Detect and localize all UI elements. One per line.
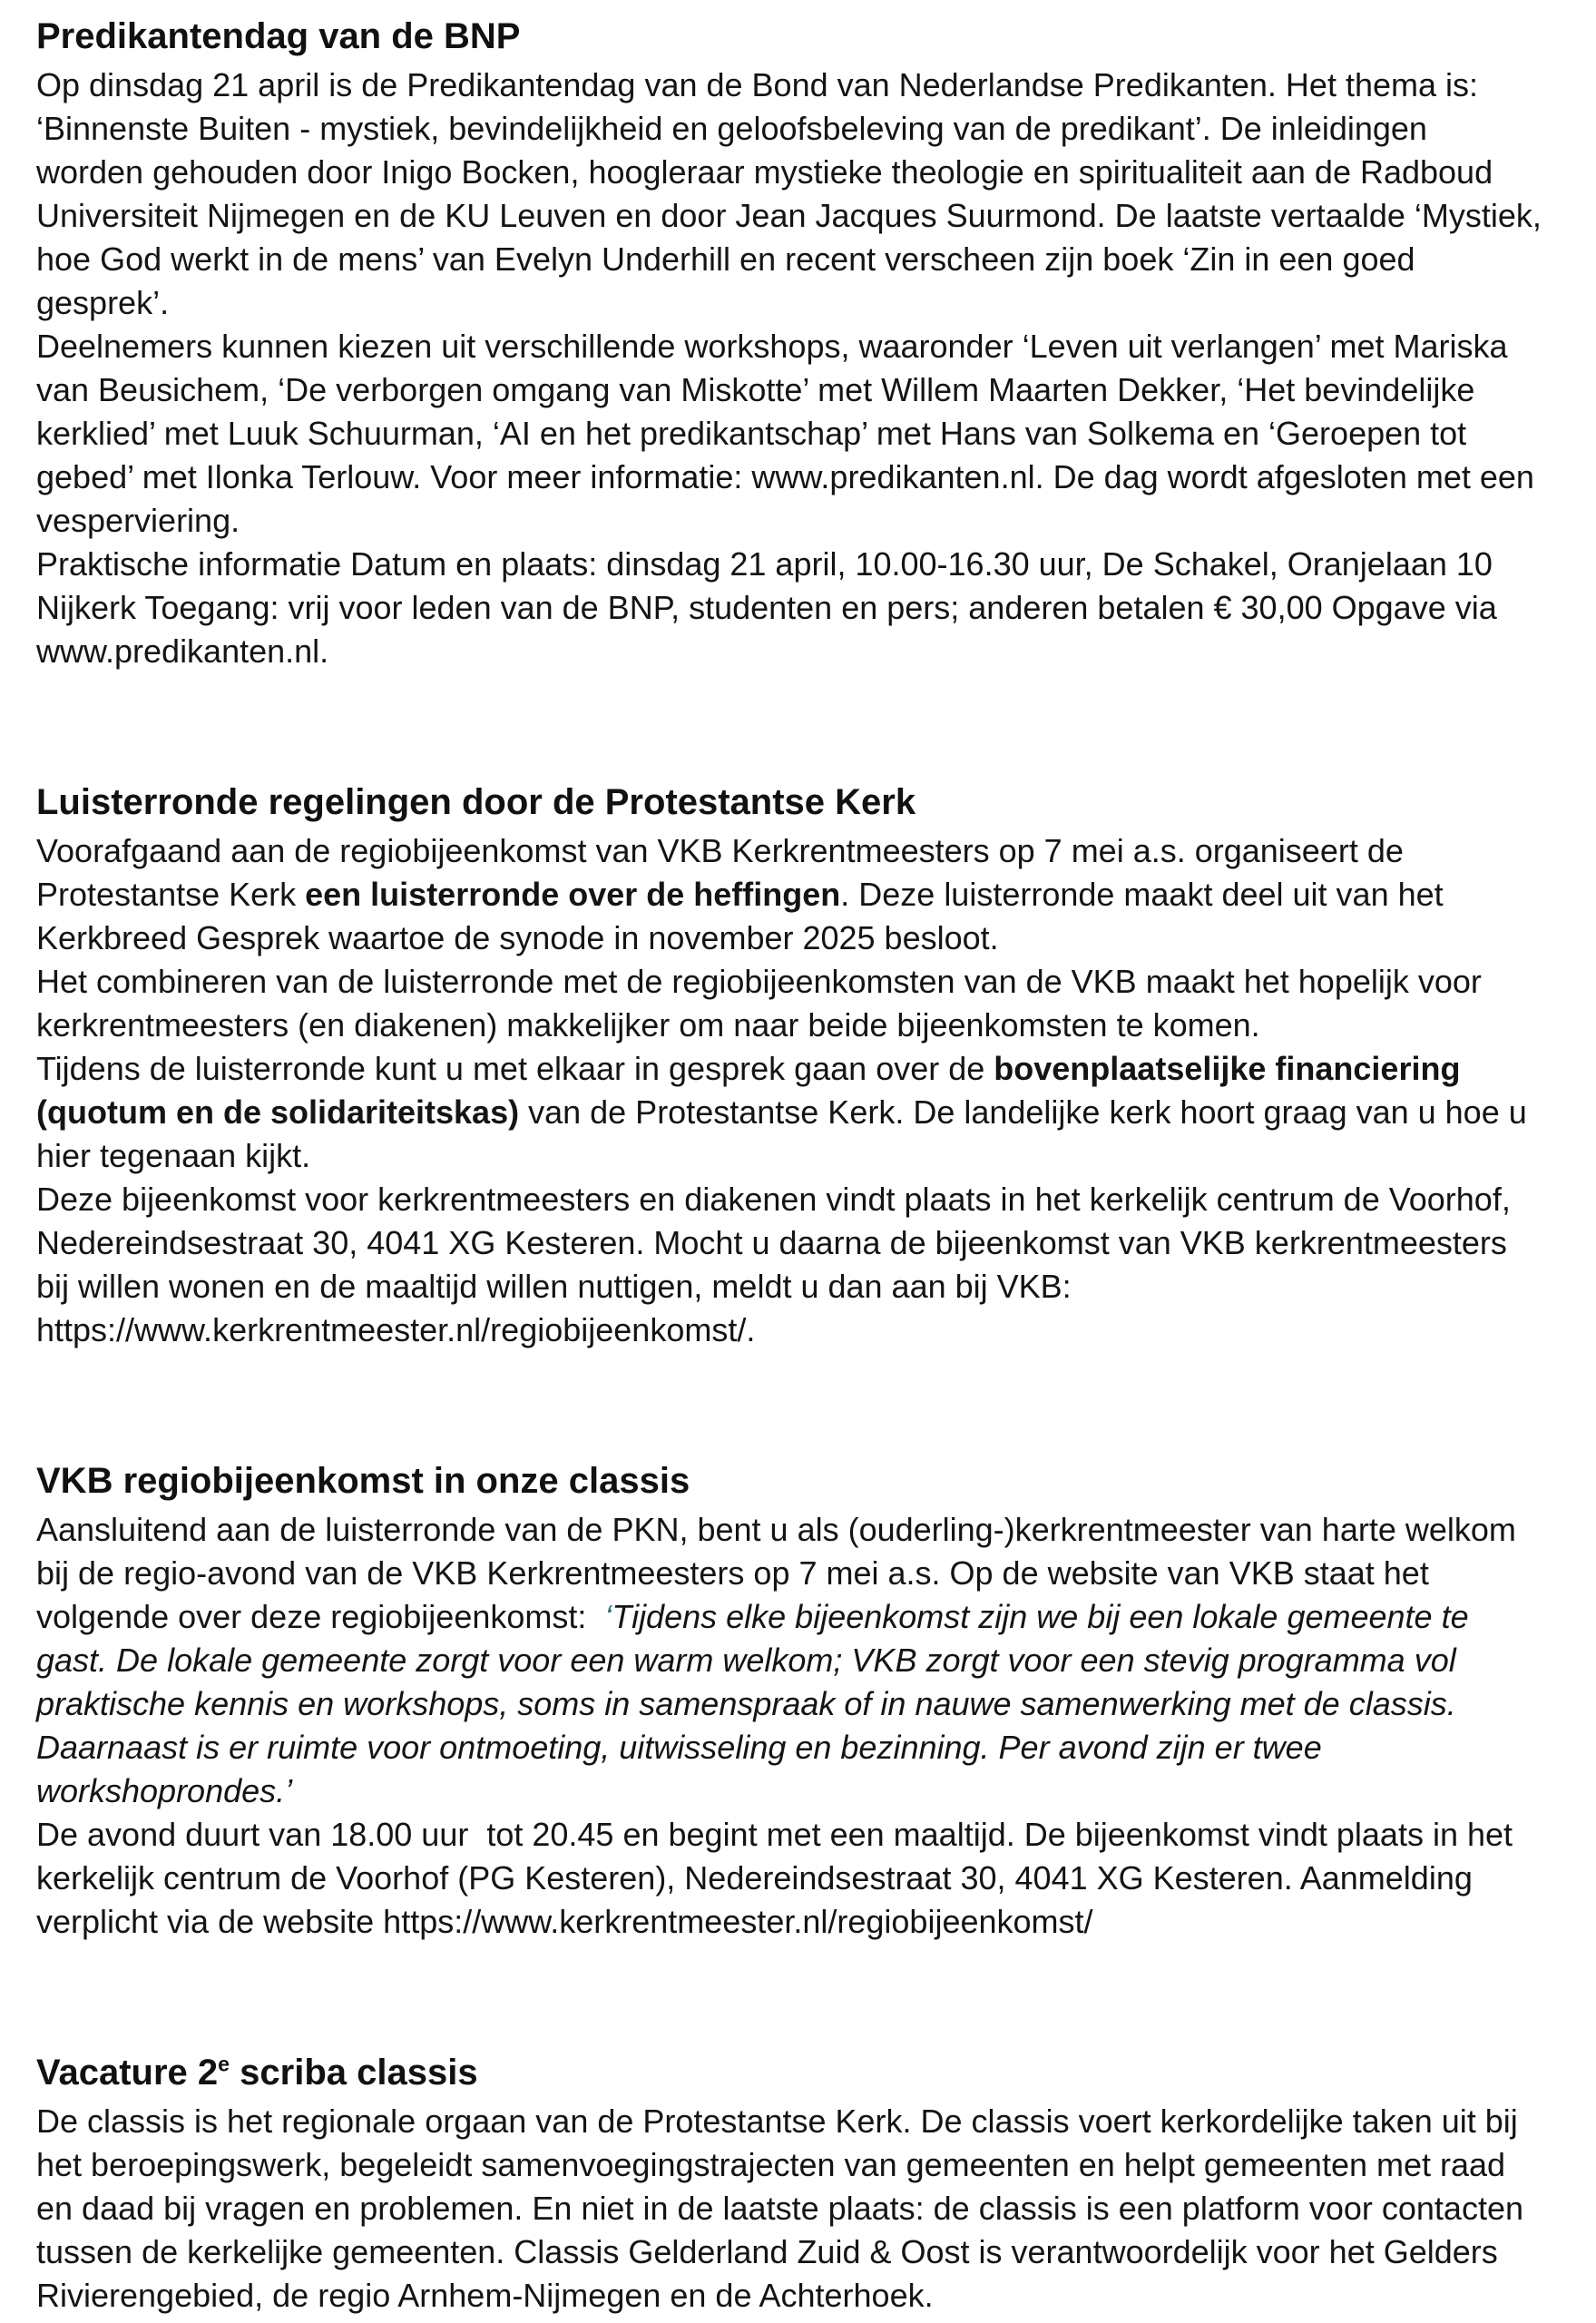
- text-run: Voorafgaand aan de regiobijeenkomst van VKB Kerkrentmeesters op 7 mei a.s. organiseert de Protestantse Kerk: [36, 832, 1413, 913]
- text-run: De avond duurt van 18.00 uur tot 20.45 en begint met een maaltijd. De bijeenkomst vindt plaats in het kerkelijk centrum de Voorhof (PG Kesteren), Nedereindsestraat 30, 4041 XG Kesteren. Aanmelding verplicht via de website https://www.kerkrentmeester.nl/regiobijeenkomst/: [36, 1816, 1523, 1940]
- section-heading: VKB regiobijeenkomst in onze classis: [36, 1461, 690, 1501]
- text-run: De classis is het regionale orgaan van de Protestantse Kerk. De classis voert kerkordelijke taken uit bij het beroepingswerk, begeleidt samenvoegingstrajecten van gemeenten en helpt gemeenten met raad en daad bij vragen en problemen. En niet in de laatste plaats: de classis is een platform voor contacten tussen de kerkelijke gemeenten. Classis Gelderland Zuid & Oost is verantwoordelijk voor het Gelders Rivierengebied, de regio Arnhem-Nijmegen en de Achterhoek.: [36, 2102, 1532, 2314]
- paragraph: [36, 960, 1543, 1047]
- section-predikantendag-bnp: [36, 13, 1551, 673]
- section-vacature-scriba: [36, 2049, 1543, 2318]
- section-luisterronde-protestantse-kerk: [36, 779, 1543, 1352]
- text-run: van de Protestantse Kerk. De landelijke kerk hoort graag van u hoe u hier tegenaan kijkt.: [36, 1093, 1536, 1174]
- text-run: . Deze luisterronde maakt deel uit van het Kerkbreed Gesprek waartoe de synode in november 2025 besloot.: [36, 876, 1453, 956]
- document-sections: [36, 13, 1551, 2318]
- text-run: scriba classis: [230, 2053, 478, 2093]
- section-heading: [36, 2049, 1543, 2096]
- section-heading: Predikantendag van de BNP: [36, 16, 521, 56]
- text-run: Tijdens de luisterronde kunt u met elkaar in gesprek gaan over de: [36, 1050, 994, 1087]
- section-vkb-regiobijeenkomst: [36, 1457, 1543, 1944]
- paragraph: [36, 1508, 1543, 1813]
- text-run: Deze bijeenkomst voor kerkrentmeesters en diakenen vindt plaats in het kerkelijk centrum de Voorhof, Nedereindsestraat 30, 4041 XG Kesteren. Mocht u daarna de bijeenkomst van VKB kerkrentmeesters bij willen wonen en de maaltijd willen nuttigen, meldt u dan aan bij VKB: https://www.kerkrentmeester.nl/regiobijeenkomst/.: [36, 1181, 1520, 1348]
- text-run: Vacature 2: [36, 2053, 219, 2093]
- paragraph: [36, 1813, 1543, 1944]
- paragraph: [36, 325, 1543, 543]
- paragraph: [36, 829, 1543, 960]
- paragraph: [36, 1047, 1543, 1178]
- paragraph: [36, 64, 1551, 325]
- text-run: Tijdens elke bijeenkomst zijn we bij een lokale gemeente te gast. De lokale gemeente zorgt voor een warm welkom; VKB zorgt voor een stevig programma vol praktische kennis en workshops, soms in samenspraak of in nauwe samenwerking met de classis. Daarnaast is er ruimte voor ontmoeting, uitwisseling en bezinning. Per avond zijn er twee workshoprondes.’: [36, 1598, 1478, 1809]
- text-run: Aansluitend aan de luisterronde van de PKN, bent u als (ouderling-)kerkrentmeester van harte welkom bij de regio-avond van de VKB Kerkrentmeesters op 7 mei a.s. Op de website van VKB staat het volgende over deze regiobijeenkomst:: [36, 1511, 1525, 1635]
- text-run: Op dinsdag 21 april is de Predikantendag van de Bond van Nederlandse Predikanten. Het thema is: ‘Binnenste Buiten - mystiek, bevindelijkheid en geloofsbeleving van de predikant’. De inleidingen worden gehouden door Inigo Bocken, hoogleraar mystieke theologie en spiritualiteit aan de Radboud Universiteit Nijmegen en de KU Leuven en door Jean Jacques Suurmond. De laatste vertaalde ‘Mystiek, hoe God werkt in de mens’ van Evelyn Underhill en recent verscheen zijn boek ‘Zin in een goed gesprek’.: [36, 66, 1551, 321]
- section-heading: Luisterronde regelingen door de Protestantse Kerk: [36, 782, 916, 822]
- paragraph: [36, 2100, 1543, 2318]
- paragraph: [36, 543, 1543, 673]
- text-run: Praktische informatie Datum en plaats: dinsdag 21 april, 10.00-16.30 uur, De Schakel, Oranjelaan 10 Nijkerk Toegang: vrij voor leden van de BNP, studenten en pers; anderen betalen € 30,00 Opgave via www.predikanten.nl.: [36, 545, 1506, 670]
- paragraph: [36, 1178, 1543, 1352]
- superscript-e: e: [218, 2052, 230, 2076]
- teal-opening-quote: ‘: [604, 1598, 612, 1635]
- text-run: bovenplaatselijke financiering (quotum en de solidariteitskas): [36, 1050, 1470, 1131]
- text-run: Deelnemers kunnen kiezen uit verschillende workshops, waaronder ‘Leven uit verlangen’ met Mariska van Beusichem, ‘De verborgen omgang van Miskotte’ met Willem Maarten Dekker, ‘Het bevindelijke kerklied’ met Luuk Schuurman, ‘AI en het predikantschap’ met Hans van Solkema en ‘Geroepen tot gebed’ met Ilonka Terlouw. Voor meer informatie: www.predikanten.nl. De dag wordt afgesloten met een vesperviering.: [36, 328, 1543, 539]
- text-run: Het combineren van de luisterronde met de regiobijeenkomsten van de VKB maakt het hopelijk voor kerkrentmeesters (en diakenen) makkelijker om naar beide bijeenkomsten te komen.: [36, 963, 1491, 1044]
- text-run: een luisterronde over de heffingen: [305, 876, 841, 913]
